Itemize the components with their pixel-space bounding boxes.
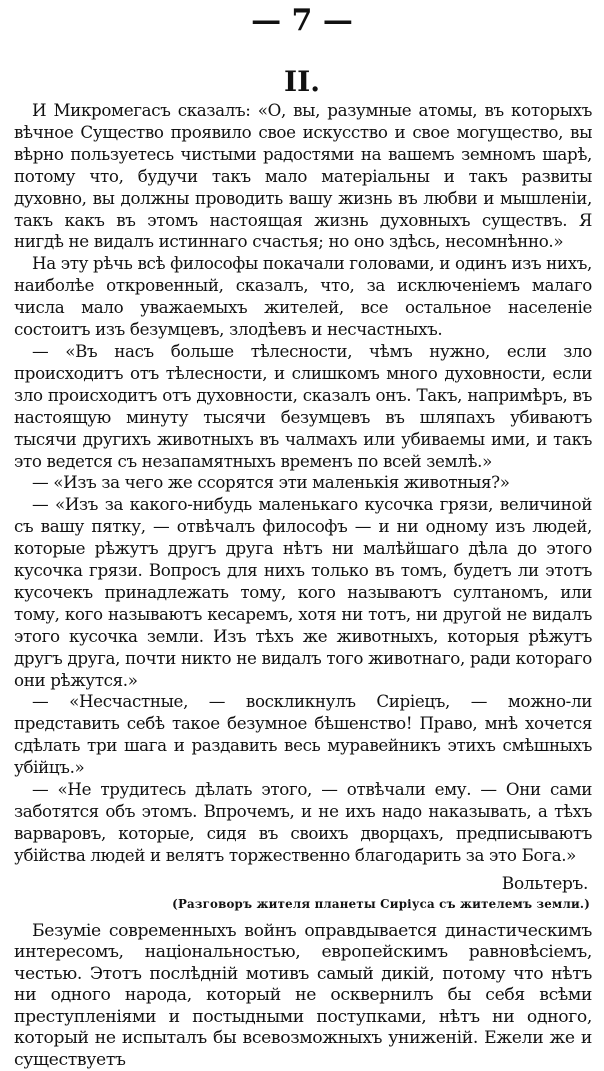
- page-number: — 7 —: [251, 3, 353, 38]
- quote-paragraph: — «Изъ за какого-нибудь маленькаго кусочка грязи, величиной съ вашу пятку, — отвѣчалъ философъ — и ни одному изъ людей, которые рѣжутъ другъ друга нѣтъ ни малѣйшаго дѣла до этого кусочка грязи. Вопросъ для нихъ только въ томъ, будетъ ли этотъ кусочекъ принадлежать тому, кого называютъ султаномъ, или тому, кого называютъ кесаремъ, хотя ни тотъ, ни другой не видалъ этого кусочка земли. Изъ тѣхъ же животныхъ, которыя рѣжутъ другъ друга, почти никто не видалъ того животнаго, ради котораго они рѣжутся.»: [14, 494, 592, 690]
- quote-paragraph: — «Въ насъ больше тѣлесности, чѣмъ нужно, если зло происходитъ отъ тѣлесности, и слишкомъ много духовности, если зло происходитъ отъ духовности, сказалъ онъ. Такъ, напримѣръ, въ настоящую минуту тысячи безумцевъ въ шляпахъ убиваютъ тысячи другихъ животныхъ въ чалмахъ или убиваемы ими, и такъ это ведется съ незапамятныхъ временъ по всей землѣ.»: [14, 340, 592, 471]
- quote-block: [14, 100, 592, 867]
- quote-paragraph: — «Не трудитесь дѣлать этого, — отвѣчали ему. — Они сами заботятся объ этомъ. Впрочемъ, и не ихъ надо наказывать, а тѣхъ варваровъ, которые, сидя въ своихъ дворцахъ, предписываютъ убійства людей и велятъ торжественно благодарить за это Бога.»: [14, 779, 592, 865]
- essay-paragraph: Безуміе современныхъ войнъ оправдывается династическимъ интересомъ, національностью, европейскимъ равновѣсіемъ, честью. Этотъ послѣдній мотивъ самый дикій, потому что нѣтъ ни одного народа, который не осквернилъ бы себя всѣми преступленіями и постыдными поступками, нѣтъ ни одного, который не испыталъ бы всевозможныхъ униженій. Ежели же и существуетъ: [14, 920, 592, 1070]
- quote-paragraph: — «Несчастные, — воскликнулъ Сиріецъ, — можно-ли представить себѣ такое безумное бѣшенство! Право, мнѣ хочется сдѣлать три шага и раздавить весь муравейникъ этихъ смѣшныхъ убійцъ.»: [14, 691, 592, 778]
- quote-paragraph: — «Изъ за чего же ссорятся эти маленькія животныя?»: [32, 472, 510, 493]
- quote-source: (Разговоръ жителя планеты Сиріуса съ жителемъ земли.): [172, 896, 590, 911]
- page-body: [14, 100, 592, 1071]
- chapter-heading: II.: [284, 65, 320, 98]
- quote-paragraph: На эту рѣчь всѣ философы покачали головами, и одинъ изъ нихъ, наиболѣе откровенный, сказалъ, что, за исключеніемъ малаго числа мало уважаемыхъ жителей, все остальное населеніе состоитъ изъ безумцевъ, злодѣевъ и несчастныхъ.: [14, 253, 592, 340]
- quote-paragraph: И Микромегасъ сказалъ: «О, вы, разумные атомы, въ которыхъ вѣчное Существо проявило свое искусство и свое могущество, вы вѣрно пользуетесь чистыми радостями на вашемъ земномъ шарѣ, потому что, будучи такъ мало матеріальны и такъ развиты духовно, вы должны проводить вашу жизнь въ любви и мышленіи, такъ какъ въ этомъ настоящая жизнь духовныхъ существъ. Я нигдѣ не видалъ истиннаго счастья; но оно здѣсь, несомнѣнно.»: [14, 100, 592, 252]
- author-signature: Вольтеръ.: [501, 873, 588, 894]
- essay-block: [14, 921, 592, 1071]
